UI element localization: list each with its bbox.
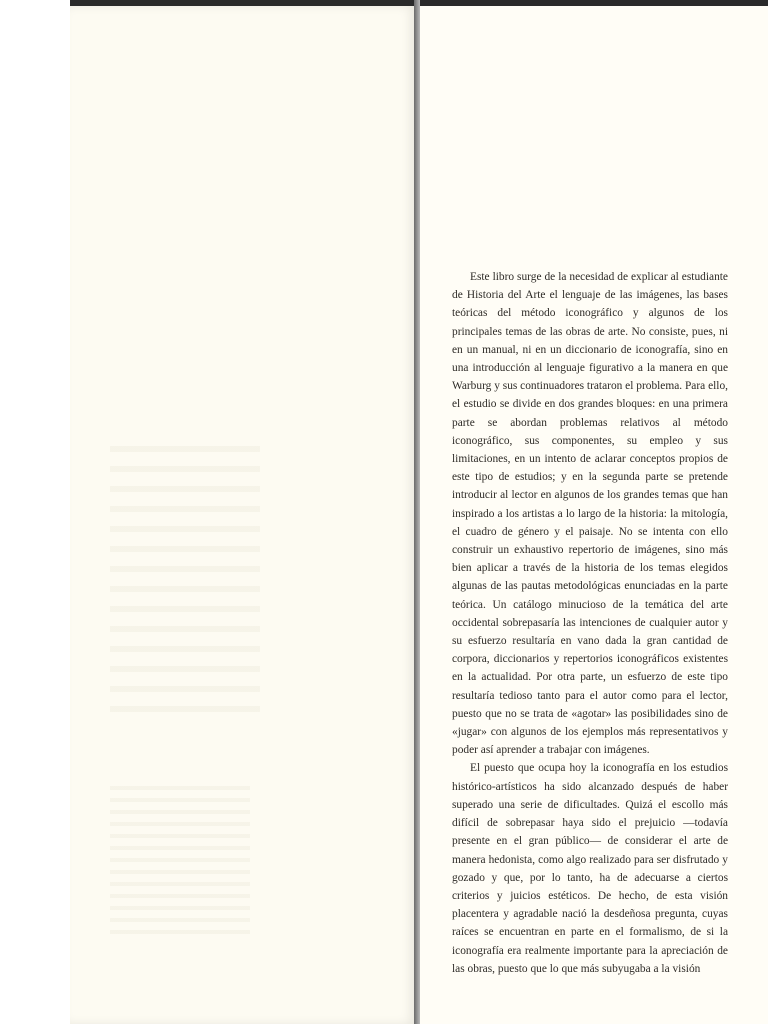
bleed-through-text — [110, 446, 260, 726]
paragraph-1: Este libro surge de la necesidad de explicar al estudiante de Historia del Arte el lenguaje de las imágenes, las bases teóricas del método iconográfico y algunos de los principales temas de las obras de arte. No consiste, pues, ni en un manual, ni en un diccionario de iconografía, sino en una introducción al lenguaje figurativo a la manera en que Warburg y sus continuadores trataron el problema. Para ello, el estudio se divide en dos grandes bloques: en una primera parte se abordan problemas relativos al método iconográfico, sus componentes, su empleo y sus limitaciones, en un intento de aclarar conceptos propios de este tipo de estudios; y en la segunda parte se pretende introducir al lector en algunos de los grandes temas que han inspirado a los artistas a lo largo de la historia: la mitología, el cuadro de género y el paisaje. No se intenta con ello construir un exhaustivo repertorio de imágenes, sino más bien aplicar a través de la historia de los temas elegidos algunas de las pautas metodológicas enunciadas en la parte teórica. Un catálogo minucioso de la temática del arte occidental sobrepasaría las intenciones de cualquier autor y su esfuerzo resultaría en vano dada la gran cantidad de corpora, diccionarios y repertorios iconográficos existentes en la actualidad. Por otra parte, un esfuerzo de este tipo resultaría tedioso tanto para el autor como para el lector, puesto que no se trata de «agotar» las posibilidades sino de «jugar» con algunos de los ejemplos más representativos y poder así aprender a trabajar con imágenes. — [452, 271, 728, 757]
left-page — [70, 6, 416, 1024]
right-page — [420, 6, 768, 1024]
bleed-through-notes — [110, 786, 250, 936]
paragraph-2: El puesto que ocupa hoy la iconografía en los estudios histórico-artísticos ha sido alcanzado después de haber superado una serie de dificultades. Quizá el escollo más difícil de sobrepasar haya sido el prejuicio —todavía presente en el gran público— de considerar el arte de manera hedonista, como algo realizado para ser disfrutado y gozado y que, por lo tanto, ha de adecuarse a ciertos criterios y juicios estéticos. De hecho, de esta visión placentera y agradable nació la desdeñosa pregunta, cuyas raíces se encuentran en parte en el formalismo, de si la iconografía era realmente importante para la apreciación de las obras, puesto que lo que más subyugaba a la visión — [452, 762, 728, 975]
body-text — [452, 268, 728, 978]
